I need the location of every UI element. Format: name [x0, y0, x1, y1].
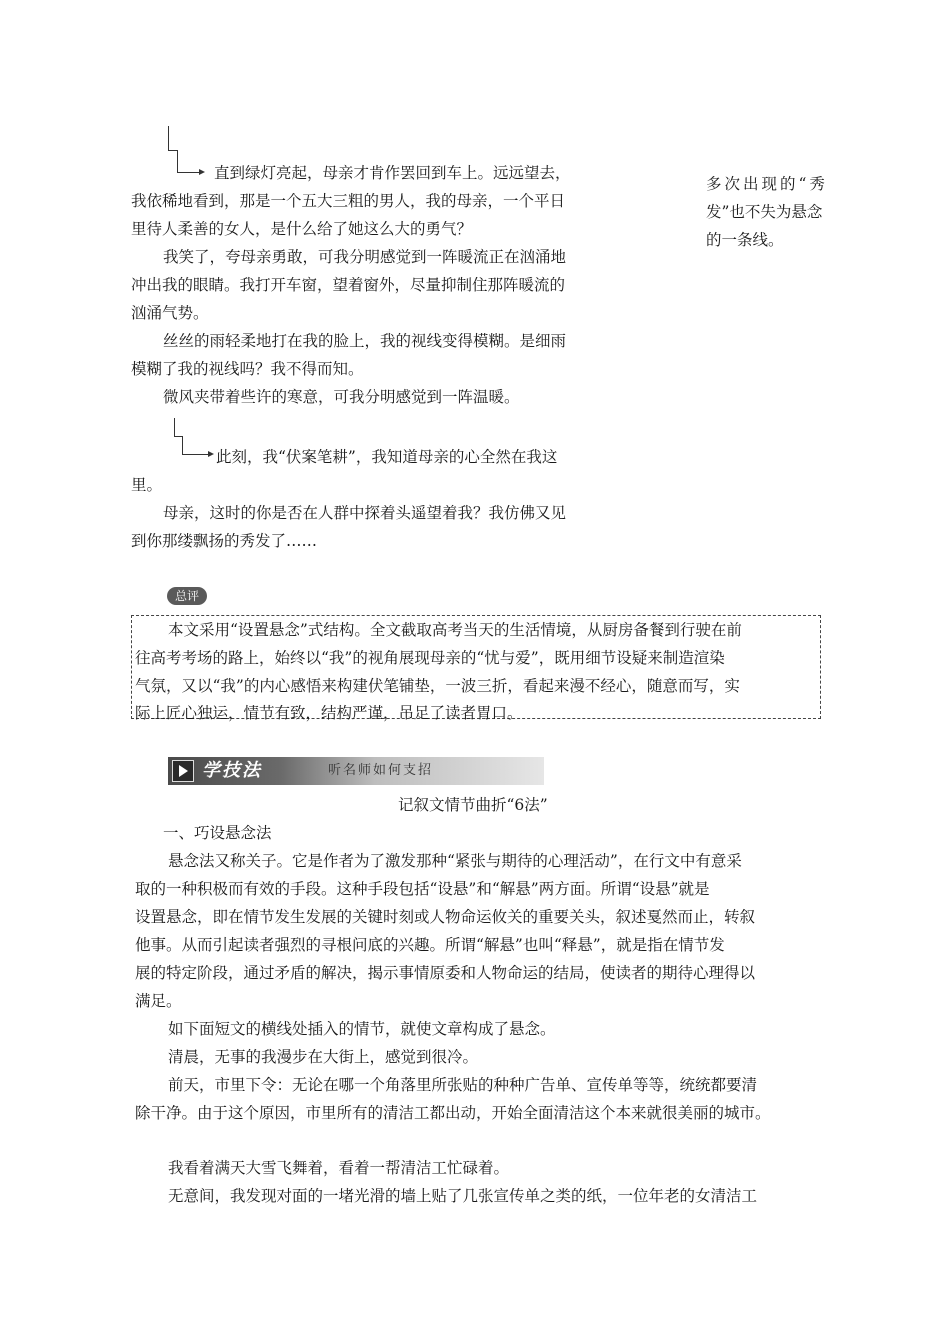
section-heading: 一、巧设悬念法 [163, 824, 272, 842]
story-line: 母亲，这时的你是否在人群中探着头遥望着我？我仿佛又见 [163, 504, 567, 522]
story-line: 里。 [131, 476, 163, 494]
body-line: 悬念法又称关子。它是作者为了激发那种“紧张与期待的心理活动”，在行文中有意采 [168, 852, 742, 870]
story-line: 到你那缕飘扬的秀发了…… [131, 532, 318, 550]
comment-line: 本文采用“设置悬念”式结构。全文截取高考当天的生活情境，从厨房备餐到行驶在前 [168, 621, 742, 639]
side-note-line: 多次出现的“秀 [706, 175, 828, 193]
story-line: 直到绿灯亮起，母亲才肯作罢回到车上。远远望去， [214, 164, 571, 182]
comment-badge: 总评 [167, 587, 207, 605]
body-line: 如下面短文的横线处插入的情节，就使文章构成了悬念。 [168, 1020, 556, 1038]
body-line: 取的一种积极而有效的手段。这种手段包括“设悬”和“解悬”两方面。所谓“设悬”就是 [135, 880, 710, 898]
body-line: 清晨，无事的我漫步在大街上，感觉到很冷。 [168, 1048, 479, 1066]
body-line: 展的特定阶段，通过矛盾的解决，揭示事情原委和人物命运的结局，使读者的期待心理得以 [135, 964, 756, 982]
side-note-line: 的一条线。 [706, 231, 784, 249]
story-line: 里待人柔善的女人，是什么给了她这么大的勇气？ [131, 220, 473, 238]
body-line: 前天，市里下令：无论在哪一个角落里所张贴的种种广告单、宣传单等等，统统都要清 [168, 1076, 758, 1094]
story-line: 丝丝的雨轻柔地打在我的脸上，我的视线变得模糊。是细雨 [163, 332, 567, 350]
story-line: 我笑了，夸母亲勇敢，可我分明感觉到一阵暖流正在汹涌地 [163, 248, 567, 266]
body-line: 除干净。由于这个原因，市里所有的清洁工都出动，开始全面清洁这个本来就很美丽的城市。 [135, 1104, 771, 1122]
section-banner [168, 757, 544, 785]
body-line: 我看着满天大雪飞舞着，看着一帮清洁工忙碌着。 [168, 1159, 510, 1177]
comment-line: 气氛，又以“我”的内心感悟来构建伏笔铺垫，一波三折，看起来漫不经心，随意而写，实 [135, 677, 740, 695]
story-line: 此刻，我“伏案笔耕”，我知道母亲的心全然在我这 [216, 448, 558, 466]
comment-line: 际上匠心独运，情节有致，结构严谨，吊足了读者胃口。 [135, 704, 523, 722]
banner-subtitle: 听名师如何支招 [328, 763, 434, 778]
comment-line: 往高考考场的路上，始终以“我”的视角展现母亲的“忧与爱”，既用细节设疑来制造渲染 [135, 649, 725, 667]
play-icon [172, 760, 194, 782]
section-title: 记叙文情节曲折“6法” [398, 796, 548, 814]
story-line: 汹涌气势。 [131, 304, 209, 322]
body-line: 设置悬念，即在情节发生发展的关键时刻或人物命运攸关的重要关头，叙述戛然而止，转叙 [135, 908, 756, 926]
banner-title: 学技法 [202, 760, 262, 781]
body-line: 无意间，我发现对面的一堵光滑的墙上贴了几张宣传单之类的纸，一位年老的女清洁工 [168, 1187, 758, 1205]
body-line: 他事。从而引起读者强烈的寻根问底的兴趣。所谓“解悬”也叫“释悬”，就是指在情节发 [135, 936, 725, 954]
story-line: 微风夹带着些许的寒意，可我分明感觉到一阵温暖。 [163, 388, 520, 406]
story-line: 冲出我的眼睛。我打开车窗，望着窗外，尽量抑制住那阵暖流的 [131, 276, 566, 294]
side-note-line: 发”也不失为悬念 [706, 203, 823, 221]
body-line: 满足。 [135, 992, 182, 1010]
story-line: 我依稀地看到，那是一个五大三粗的男人，我的母亲，一个平日 [131, 192, 566, 210]
story-line: 模糊了我的视线吗？我不得而知。 [131, 360, 364, 378]
